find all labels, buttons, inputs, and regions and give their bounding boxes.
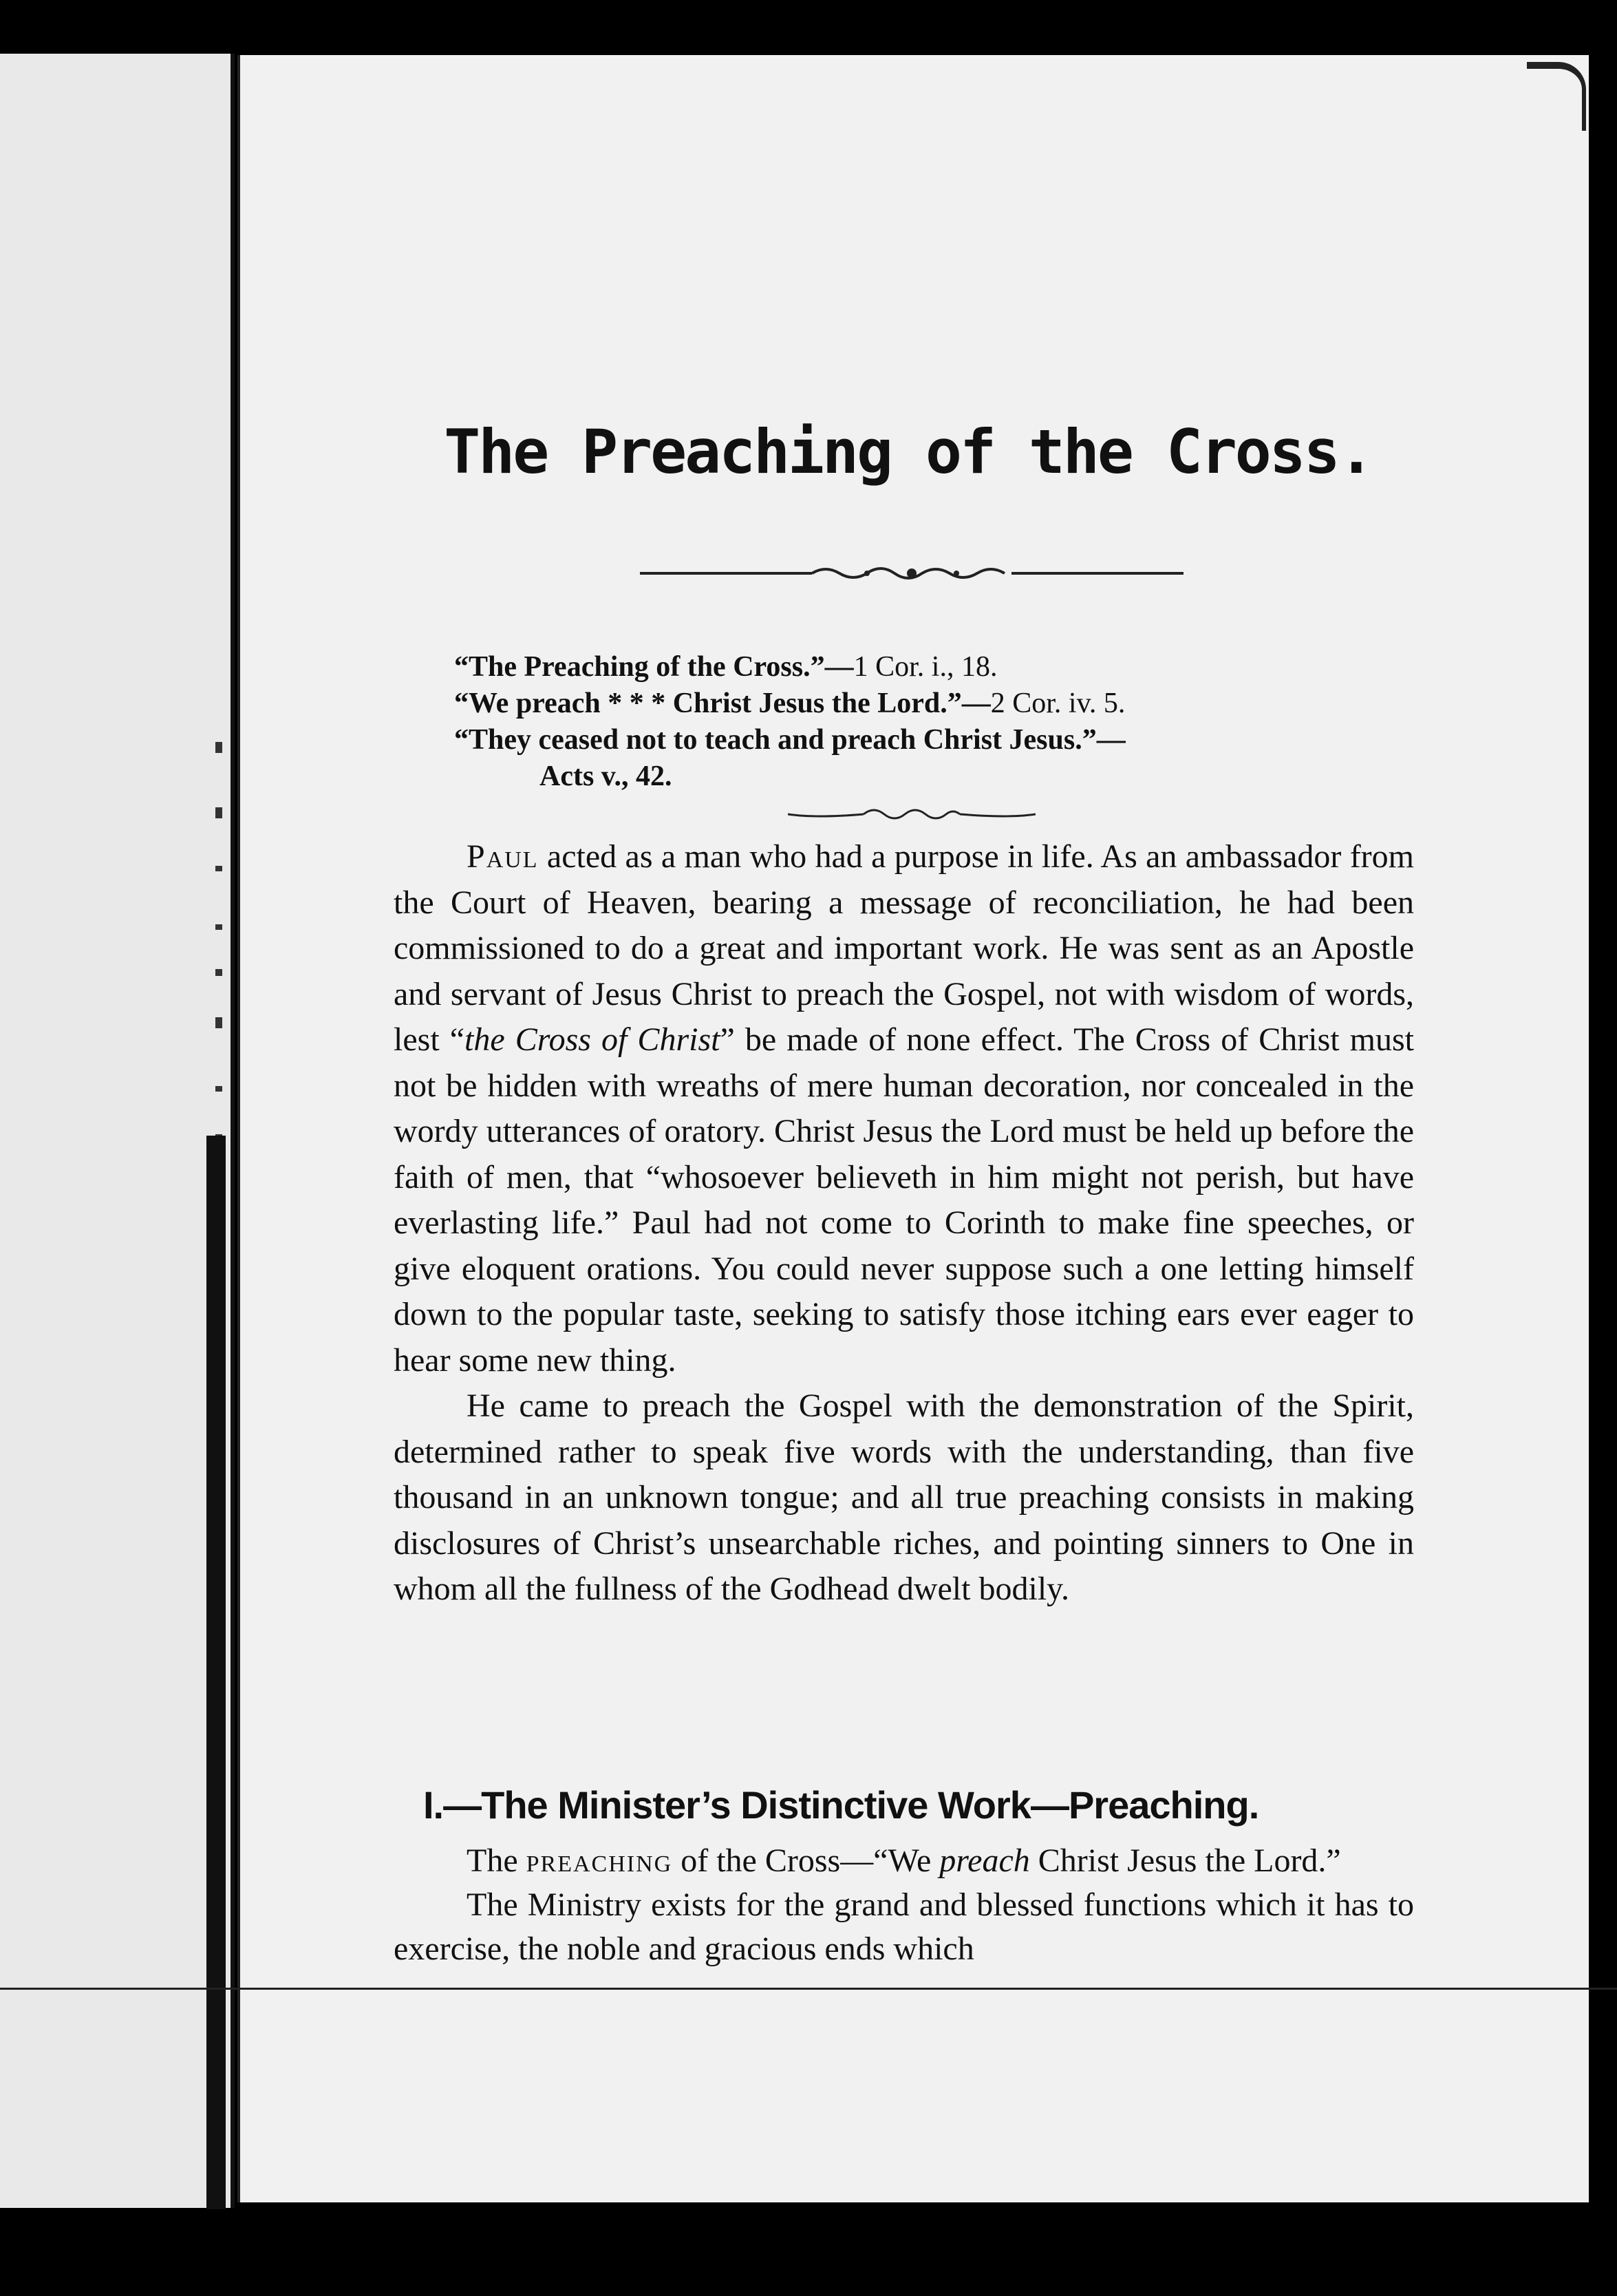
epigraph-line-3: “They ceased not to teach and preach Christ Jesus.”— <box>454 724 1126 756</box>
epigraph-line-1: “The Preaching of the Cross.”—1 Cor. i., 18. <box>454 651 998 683</box>
epigraph <box>454 649 1431 795</box>
body-text <box>394 834 1414 1613</box>
epigraph-line-4: Acts v., 42. <box>539 761 672 792</box>
section-heading: I.—The Minister’s Distinctive Work—Preaching. <box>423 1783 1259 1827</box>
epigraph-ornament-divider <box>788 804 1036 825</box>
epigraph-line-2: “We preach * * * Christ Jesus the Lord.”—2 Cor. iv. 5. <box>454 688 1126 719</box>
title-ornament-divider <box>640 561 1184 588</box>
book-spine-shadow <box>206 1136 226 2209</box>
page-corner-curl <box>1527 62 1586 131</box>
paragraph-1: Paul acted as a man who had a purpose in life. As an ambassador from the Court of Heaven, bearing a message of reconciliation, he had been commissioned to do a great and important work. He was sent as an Apostle and servant of Jesus Christ to preach the Gospel, not with wisdom of words, lest “the Cross of Christ” be made of none effect. The Cross of Christ must not be hidden with wreaths of mere human decoration, nor concealed in the wordy utterances of oratory. Christ Jesus the Lord must be held up before the faith of men, that “whosoever believeth in him might not perish, but have everlasting life.” Paul had not come to Corinth to make fine speeches, or give eloquent orations. You could never suppose such a one letting himself down to the popular taste, seeking to satisfy those itching ears ever eager to hear some new thing. <box>394 838 1415 1379</box>
scan-line <box>0 1988 1617 1990</box>
facing-page <box>0 54 235 2208</box>
paragraph-3: The preaching of the Cross—“We preach Christ Jesus the Lord.” <box>467 1842 1341 1879</box>
section-body <box>394 1839 1414 1971</box>
paragraph-2: He came to preach the Gospel with the demonstration of the Spirit, determined rather to speak five words with the understanding, than five thousand in an unknown tongue; and all true preaching consists in making disclosures of Christ’s unsearchable riches, and pointing sinners to One in whom all the fullness of the Godhead dwelt bodily. <box>394 1388 1414 1607</box>
page-title: The Preaching of the Cross. <box>444 416 1373 487</box>
paragraph-4: The Ministry exists for the grand and blessed functions which it has to exercise, the noble and gracious ends which <box>394 1886 1414 1967</box>
